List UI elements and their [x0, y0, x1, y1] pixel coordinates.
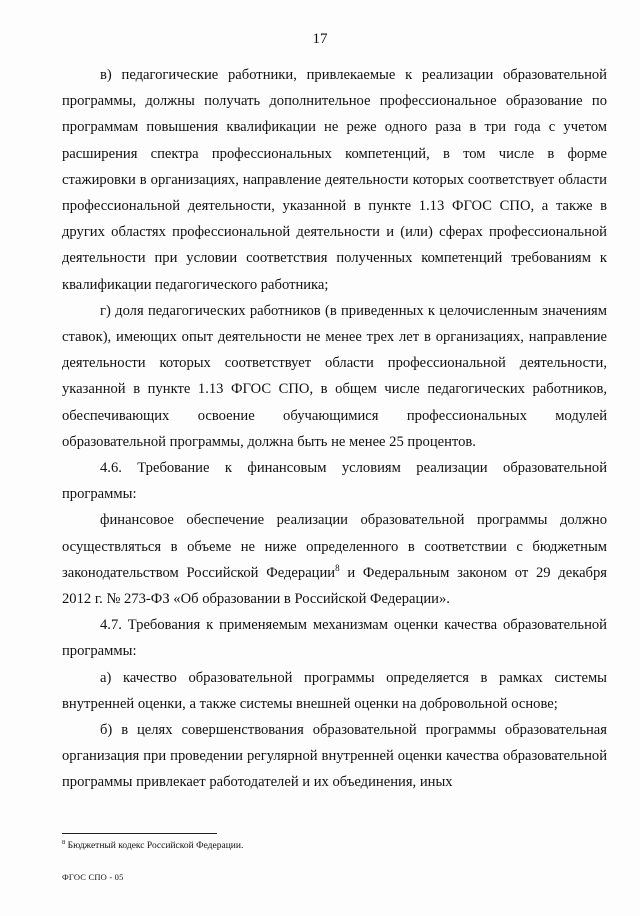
- main-text: [62, 62, 607, 796]
- footnote-text: Бюджетный кодекс Российской Федерации.: [65, 841, 244, 851]
- footnote-divider: [62, 833, 217, 834]
- footnote: [62, 840, 243, 852]
- paragraph-g: г) доля педагогических работников (в приведенных к целочисленным значениям ставок), имеющих опыт деятельности не менее трех лет в организациях, направление деятельности которых соответствует области профессиональной деятельности, указанной в пункте 1.13 ФГОС СПО, в общем числе педагогических работников, обеспечивающих освоение обучающимися профессиональных модулей образовательной программы, должна быть не менее 25 процентов.: [62, 302, 607, 450]
- section-4-7-heading: 4.7. Требования к применяемым механизмам оценки качества образовательной программы:: [62, 617, 607, 660]
- section-4-6-heading: 4.6. Требование к финансовым условиям реализации образовательной программы:: [62, 460, 607, 503]
- page-number: 17: [312, 31, 328, 47]
- footnote-reference: 8: [335, 563, 340, 573]
- paragraph-a: а) качество образовательной программы определяется в рамках системы внутренней оценки, а также системы внешней оценки на добровольной основе;: [62, 669, 607, 712]
- paragraph-v: в) педагогические работники, привлекаемые к реализации образовательной программы, должны получать дополнительное профессиональное образование по программам повышения квалификации не реже одного раза в три года с учетом расширения спектра профессиональных компетенций, в том числе в форме стажировки в организациях, направление деятельности которых соответствует области профессиональной деятельности, указанной в пункте 1.13 ФГОС СПО, а также в других областях профессиональной деятельности и (или) сферах профессиональной деятельности при условии соответствия полученных компетенций требованиям к квалификации педагогического работника;: [62, 67, 607, 293]
- document-code: ФГОС СПО - 05: [62, 872, 124, 882]
- paragraph-financing: [62, 507, 607, 612]
- financing-text-end: и Федеральным законом от 29 декабря 2012 г. № 273-ФЗ «Об образовании в Российской Федерации».: [62, 564, 607, 608]
- financing-text-start: финансовое обеспечение реализации образовательной программы должно осуществляться в объеме не ниже определенного в соответствии с бюджетным законодательством Российской Федерации: [62, 512, 607, 581]
- paragraph-b: б) в целях совершенствования образовательной программы образовательная организация при проведении регулярной внутренней оценки качества образовательной программы привлекает работодателей и их объединения, иных: [62, 722, 607, 791]
- footnote-mark: 8: [62, 838, 66, 846]
